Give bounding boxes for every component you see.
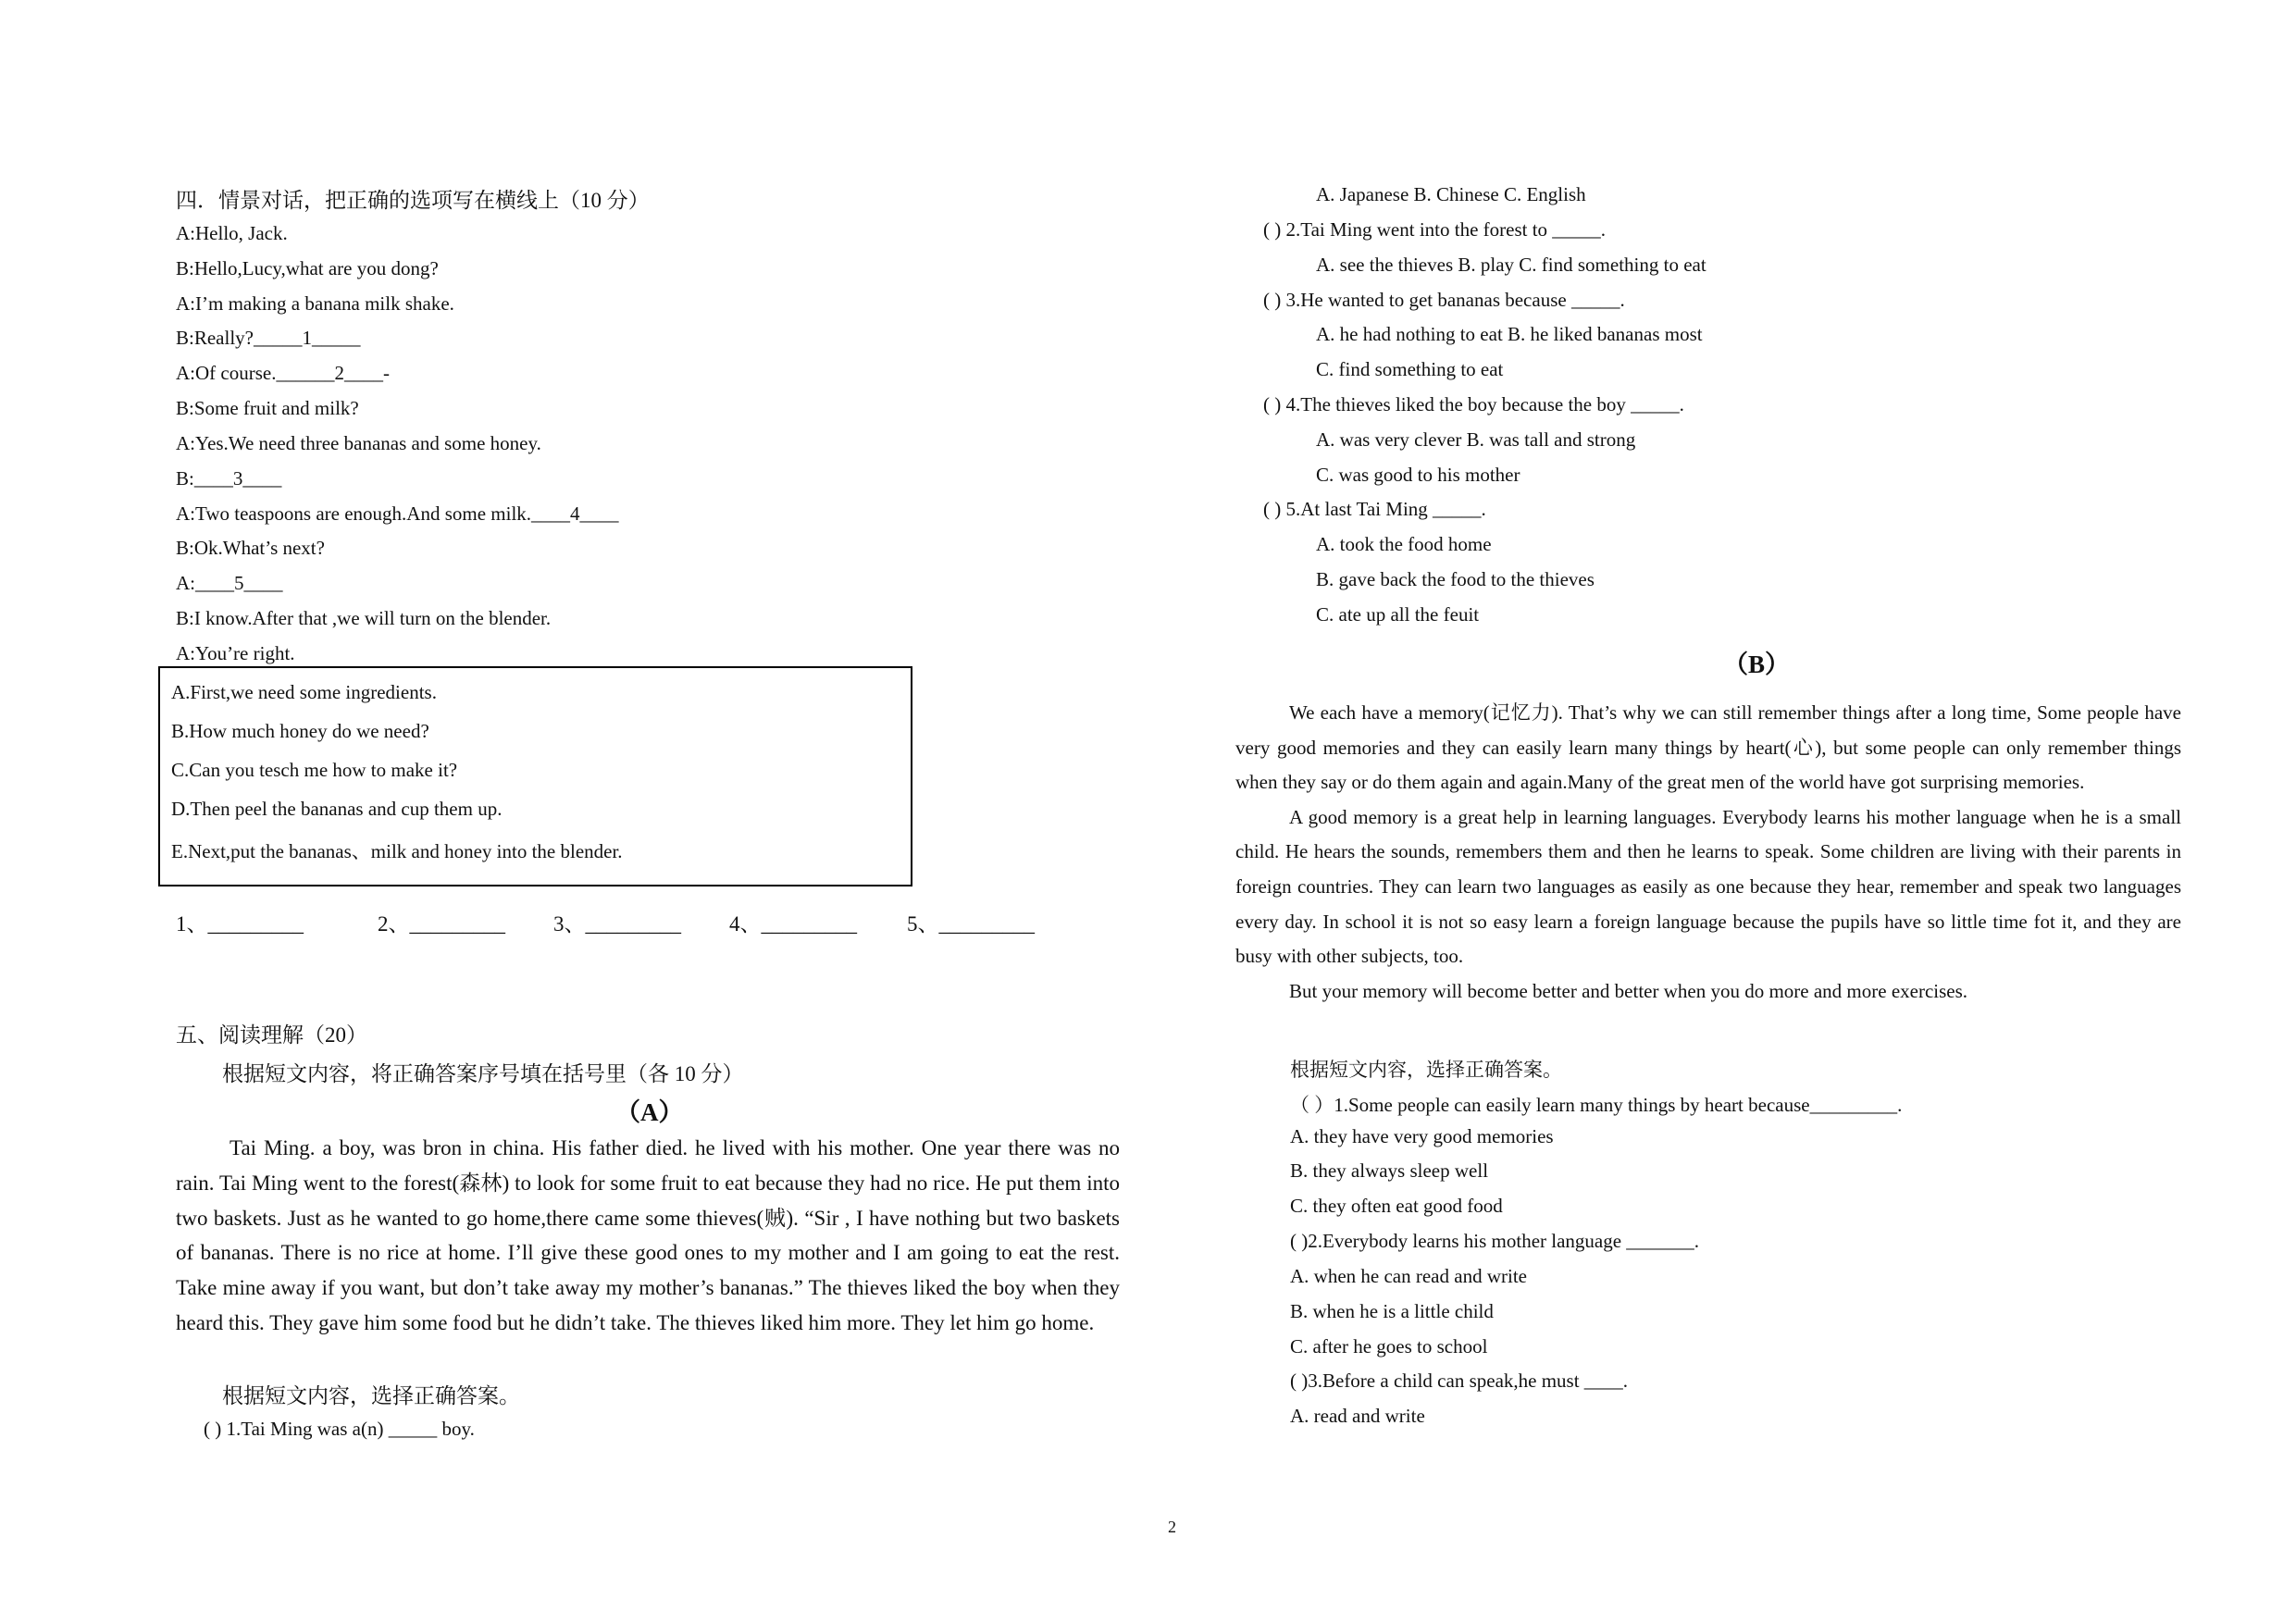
dialogue-line: B:Ok.What’s next? bbox=[176, 537, 325, 559]
q3-options-2: C. find something to eat bbox=[1316, 358, 1504, 380]
question-a3: ( ) 3.He wanted to get bananas because _____. bbox=[1263, 289, 1625, 311]
q5-option-c: C. ate up all the feuit bbox=[1316, 603, 1480, 626]
b-q1-option-c: C. they often eat good food bbox=[1290, 1195, 1503, 1217]
dialogue-line: B:Hello,Lucy,what are you dong? bbox=[176, 257, 439, 279]
dialogue-line: A:Hello, Jack. bbox=[176, 222, 288, 244]
q4-options-1: A. was very clever B. was tall and strong bbox=[1316, 428, 1636, 451]
option-item: A.First,we need some ingredients. bbox=[171, 681, 437, 703]
b-q2-option-b: B. when he is a little child bbox=[1290, 1300, 1494, 1322]
question-b1: （ ）1.Some people can easily learn many things by heart because_________. bbox=[1290, 1094, 1903, 1116]
answer-blank-3[interactable]: 3、_________ bbox=[553, 912, 681, 936]
answer-blank-5[interactable]: 5、_________ bbox=[907, 912, 1035, 936]
question-a4: ( ) 4.The thieves liked the boy because the boy _____. bbox=[1263, 393, 1684, 415]
option-item: C.Can you tesch me how to make it? bbox=[171, 759, 458, 781]
passage-b bbox=[1235, 696, 2181, 1009]
dialogue-line: A:I’m making a banana milk shake. bbox=[176, 292, 454, 315]
dialogue-line: A:Yes.We need three bananas and some honey. bbox=[176, 432, 541, 454]
dialogue-line: B:____3____ bbox=[176, 467, 282, 490]
passage-a-instruction: 根据短文内容，选择正确答案。 bbox=[222, 1384, 520, 1407]
q3-options-1: A. he had nothing to eat B. he liked bananas most bbox=[1316, 323, 1703, 345]
q1-options: A. Japanese B. Chinese C. English bbox=[1316, 183, 1586, 205]
section5-title: 五、阅读理解（20） bbox=[176, 1023, 367, 1047]
dialogue-line: A:____5____ bbox=[176, 572, 283, 594]
b-q2-option-c: C. after he goes to school bbox=[1290, 1335, 1488, 1357]
q2-options: A. see the thieves B. play C. find something to eat bbox=[1316, 254, 1706, 276]
dialogue-line: B:Really?_____1_____ bbox=[176, 327, 361, 349]
question-b3: ( )3.Before a child can speak,he must ____. bbox=[1290, 1370, 1629, 1392]
q5-option-b: B. gave back the food to the thieves bbox=[1316, 568, 1595, 590]
dialogue-line: A:Two teaspoons are enough.And some milk.____4____ bbox=[176, 502, 619, 525]
dialogue-line: A:Of course.______2____- bbox=[176, 362, 390, 384]
options-box bbox=[158, 666, 912, 886]
answer-blank-4[interactable]: 4、_________ bbox=[729, 912, 857, 936]
b-q1-option-a: A. they have very good memories bbox=[1290, 1125, 1554, 1147]
passage-b-label: （B） bbox=[1723, 651, 1791, 678]
b-q2-option-a: A. when he can read and write bbox=[1290, 1265, 1527, 1287]
question-a5: ( ) 5.At last Tai Ming _____. bbox=[1263, 498, 1486, 520]
passage-b-paragraph-3: But your memory will become better and better when you do more and more exercises. bbox=[1289, 979, 1968, 1002]
question-a2: ( ) 2.Tai Ming went into the forest to _____. bbox=[1263, 218, 1607, 241]
b-q3-option-a: A. read and write bbox=[1290, 1405, 1425, 1427]
passage-a-label: （A） bbox=[615, 1098, 684, 1126]
passage-b-instruction: 根据短文内容，选择正确答案。 bbox=[1290, 1059, 1562, 1081]
passage-a bbox=[176, 1131, 1120, 1341]
section4-title: 四．情景对话，把正确的选项写在横线上（10 分） bbox=[176, 189, 650, 212]
dialogue-line: B:Some fruit and milk? bbox=[176, 397, 359, 419]
question-b2: ( )2.Everybody learns his mother language _______. bbox=[1290, 1230, 1700, 1252]
q5-option-a: A. took the food home bbox=[1316, 533, 1492, 555]
passage-b-paragraph-2: A good memory is a great help in learning languages. Everybody learns his mother language when he is a small child. He hears the sounds, remembers them and then he learns to speak. Some children are living with their parents in foreign countries. They can learn two languages as easily as one because they hear, remember and speak two languages every day. In school it is not so easy learn a foreign language because the pupils have so little time fot it, and they are busy with other subjects, too. bbox=[1235, 805, 2181, 968]
option-item: D.Then peel the bananas and cup them up. bbox=[171, 798, 503, 820]
section5-instruction: 根据短文内容，将正确答案序号填在括号里（各 10 分） bbox=[222, 1062, 744, 1085]
answer-blank-1[interactable]: 1、_________ bbox=[176, 912, 304, 936]
question-a1: ( ) 1.Tai Ming was a(n) _____ boy. bbox=[204, 1418, 475, 1440]
answer-blank-2[interactable]: 2、_________ bbox=[378, 912, 505, 936]
passage-a-text: Tai Ming. a boy, was bron in china. His father died. he lived with his mother. One year there was no rain. Tai Ming went to the forest(森林) to look for some fruit to eat because they had no rice. He put them into two baskets. Just as he wanted to go home,there came some thieves(贼). “Sir , I have nothing but two baskets of bananas. There is no rice at home. I’ll give these good ones to my mother and I am going to eat the rest. Take mine away if you want, but don’t take away my mother’s bananas.” The thieves liked the boy when they heard this. They gave him some food but he didn’t take. The thieves liked him more. They let him go home. bbox=[176, 1136, 1120, 1334]
b-q1-option-b: B. they always sleep well bbox=[1290, 1159, 1489, 1182]
dialogue-line: A:You’re right. bbox=[176, 642, 295, 664]
option-item: E.Next,put the bananas、milk and honey into the blender. bbox=[171, 840, 623, 862]
dialogue-line: B:I know.After that ,we will turn on the blender. bbox=[176, 607, 552, 629]
option-item: B.How much honey do we need? bbox=[171, 720, 429, 742]
page-number: 2 bbox=[1168, 1518, 1176, 1536]
q4-options-2: C. was good to his mother bbox=[1316, 464, 1520, 486]
passage-b-paragraph-1: We each have a memory(记忆力). That’s why we can still remember things after a long time, Some people have very good memories and they can easily learn many things by heart(心), but some people can only remember things when they say or do them again and again.Many of the great men of the world have got surprising memories. bbox=[1235, 701, 2181, 794]
